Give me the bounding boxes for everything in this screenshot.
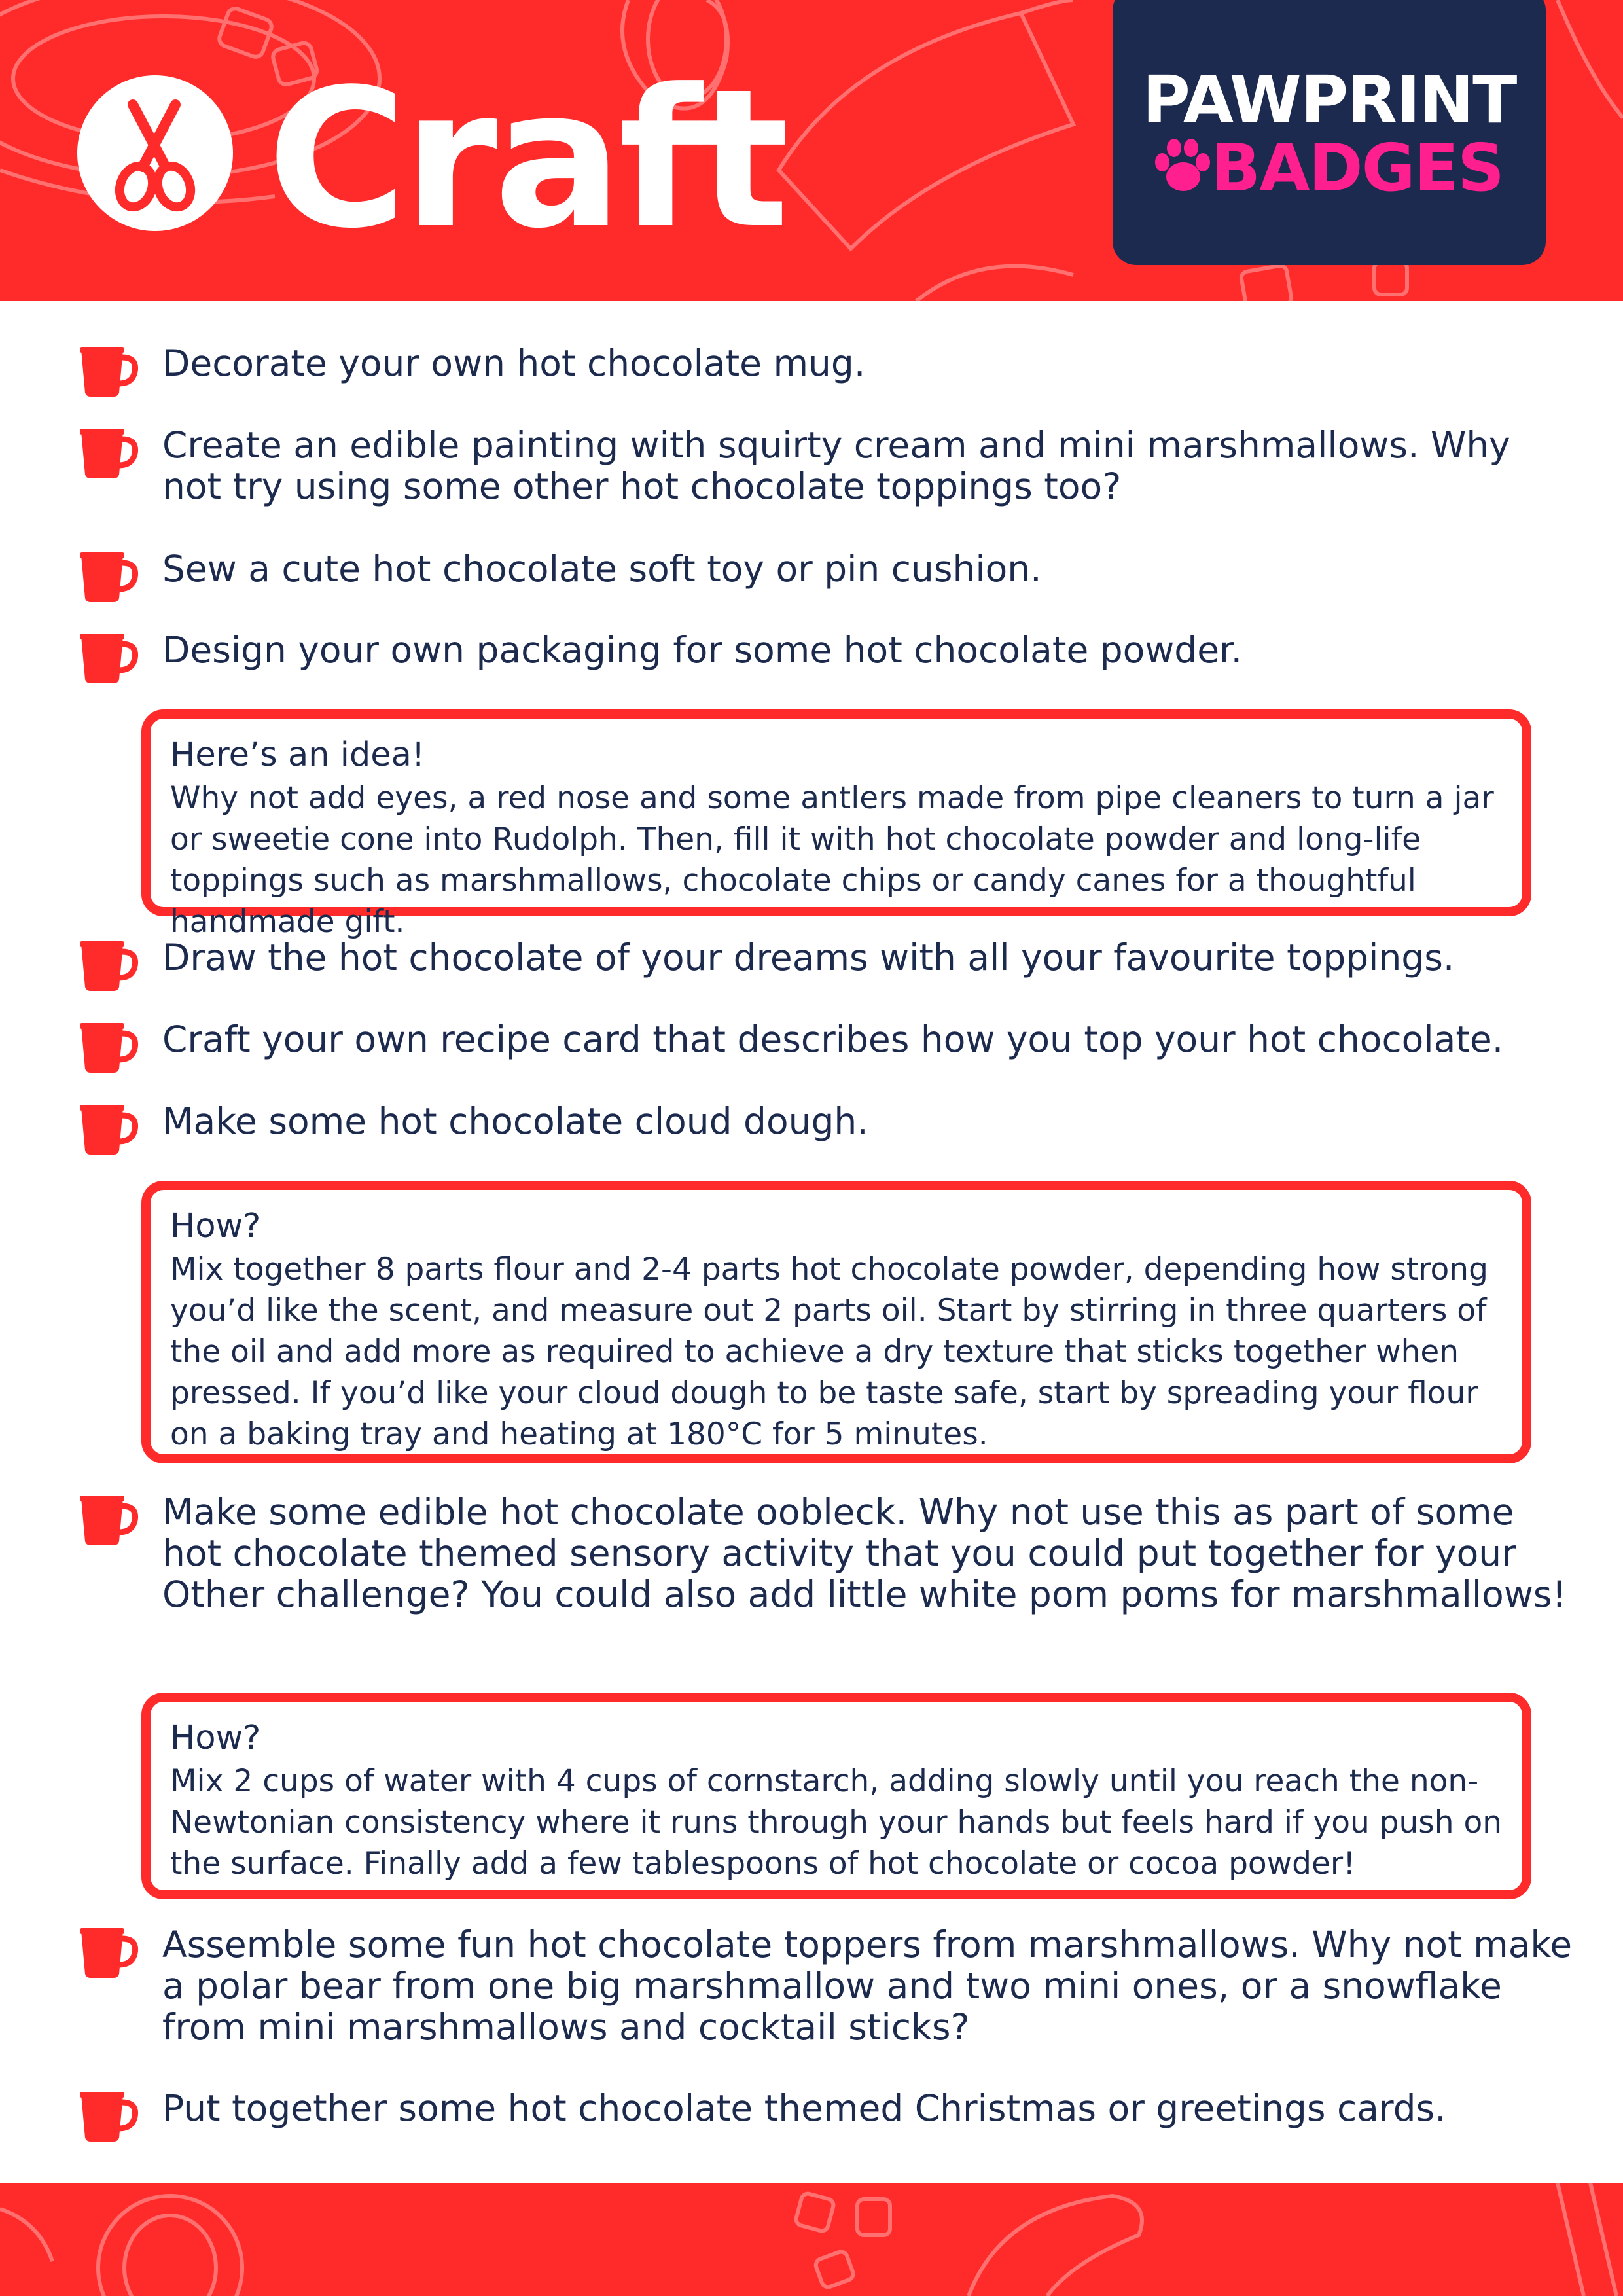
logo-text-top: PAWPRINT [1142,62,1516,138]
mug-icon [79,1103,139,1156]
list-item-text: Make some hot chocolate cloud dough. [162,1100,868,1142]
page-header [0,0,1623,301]
list-item-text: Create an edible painting with squirty cream and mini marshmallows. Why not try using some other hot chocolate toppings too? [162,424,1510,507]
page-footer [0,2183,1623,2296]
list-item-text: Sew a cute hot chocolate soft toy or pin cushion. [162,548,1042,590]
mug-icon [79,940,139,992]
scissors-icon [77,75,233,231]
callout-body: Mix together 8 parts flour and 2-4 parts hot chocolate powder, depending how strong you’d like the scent, and measure out 2 parts oil. Start by stirring in three quarters of the oil and add more as required to achieve a dry texture that sticks together when pressed. If you’d like your cloud dough to be taste safe, start by spreading your flour on a baking tray and heating at 180°C for 5 minutes. [170,1251,1488,1452]
scissors-badge [77,75,233,231]
logo-text-bottom: BADGES [1211,130,1504,206]
list-item-text: Craft your own recipe card that describes how you top your hot chocolate. [162,1018,1504,1060]
mug-icon [79,1927,139,1979]
callout-body: Mix 2 cups of water with 4 cups of cornstarch, adding slowly until you reach the non-Newtonian consistency where it runs through your hands but feels hard if you push on the surface. Finally add a few tablespoons of hot chocolate or cocoa powder! [170,1763,1503,1882]
mug-icon [79,346,139,398]
mug-icon [79,1494,139,1547]
page-title: Craft [267,48,785,270]
list-item-text: Draw the hot chocolate of your dreams with all your favourite toppings. [162,937,1455,978]
mug-icon [79,2090,139,2143]
mug-icon [79,427,139,480]
how-callout-oobleck [141,1693,1531,1899]
callout-body: Why not add eyes, a red nose and some antlers made from pipe cleaners to turn a jar or sweetie cone into Rudolph. Then, fill it with hot chocolate powder and long-life toppings such as marshmallows, chocolate chips or candy canes for a thoughtful handmade gift. [170,780,1494,940]
list-item-text: Put together some hot chocolate themed Christmas or greetings cards. [162,2087,1446,2129]
idea-callout [141,709,1531,940]
footer-decoration [0,2183,1623,2296]
mug-icon [79,551,139,603]
callout-heading: How? [170,1207,261,1246]
list-item-text: Design your own packaging for some hot chocolate powder. [162,629,1243,671]
how-callout-cloud-dough [141,1181,1531,1463]
paw-icon [1150,136,1213,195]
list-item-text: Assemble some fun hot chocolate toppers from marshmallows. Why not make a polar bear from one big marshmallow and two mini ones, or a snowflake from mini marshmallows and cocktail sticks? [162,1924,1573,2048]
mug-icon [79,632,139,685]
callout-heading: Here’s an idea! [170,736,425,774]
callout-heading: How? [170,1719,261,1757]
list-item-text: Decorate your own hot chocolate mug. [162,342,866,384]
mug-icon [79,1022,139,1074]
pawprint-badges-logo [1113,0,1546,265]
list-item-text: Make some edible hot chocolate oobleck. Why not use this as part of some hot chocolate themed sensory activity that you could put together for your Other challenge? You could also add little white pom poms for marshmallows! [162,1491,1567,1615]
